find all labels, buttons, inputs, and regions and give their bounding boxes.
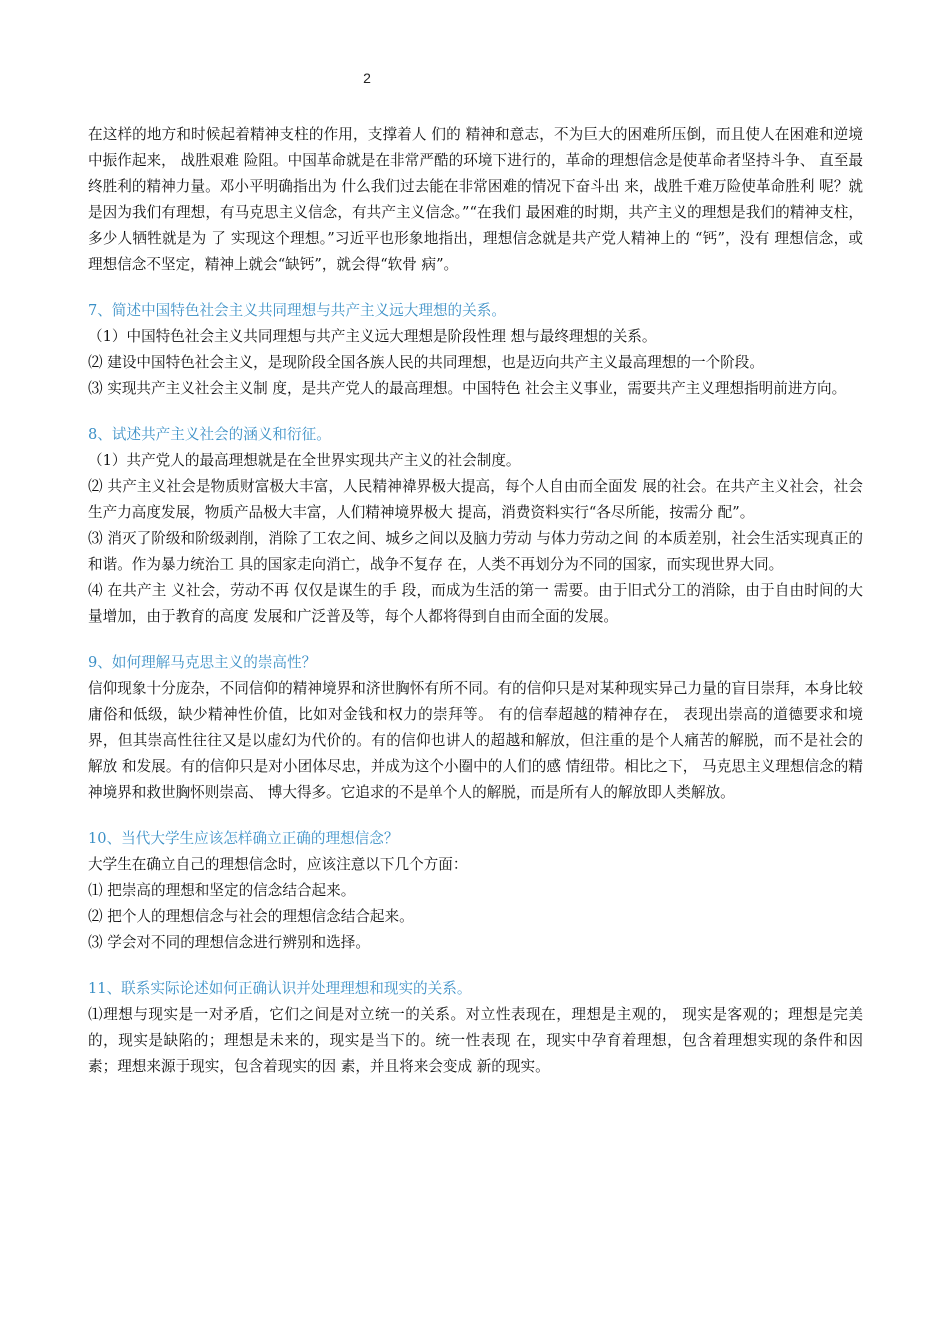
section-heading: 10、当代大学生应该怎样确立正确的理想信念？ (88, 830, 399, 847)
section-item: （1）中国特色社会主义共同理想与共产主义远大理想是阶段性理 想与最终理想的关系。 (88, 328, 657, 345)
section-heading: 11、联系实际论述如何正确认识并处理理想和现实的关系。 (88, 980, 472, 997)
section-10 (88, 826, 863, 956)
section-8 (88, 422, 863, 630)
section-heading: 9、如何理解马克思主义的崇高性？ (88, 654, 317, 671)
section-heading: 7、简述中国特色社会主义共同理想与共产主义远大理想的关系。 (88, 302, 506, 319)
section-7 (88, 298, 863, 402)
section-item: ⑴理想与现实是一对矛盾，它们之间是对立统一的关系。对立性表现在，理想是主观的， 现实是客观的；理想是完美的，现实是缺陷的；理想是未来的，现实是当下的。统一性表现 在，现实中孕育着理想，包含着理想实现的条件和因素；理想来源于现实，包含着现实的因 素，并且将来会变成 新的现实。 (88, 1006, 863, 1075)
document-body (88, 122, 863, 1080)
section-item: ⑷ 在共产主 义社会，劳动不再 仅仅是谋生的手 段，而成为生活的第一 需要。由于旧式分工的消除，由于自由时间的大量增加，由于教育的高度 发展和广泛普及等，每个人都将得到自由而全面的发展。 (88, 582, 863, 625)
section-item: ⑴ 把崇高的理想和坚定的信念结合起来。 (88, 882, 356, 899)
section-item: ⑶ 学会对不同的理想信念进行辨别和选择。 (88, 934, 370, 951)
section-item: ⑵ 把个人的理想信念与社会的理想信念结合起来。 (88, 908, 414, 925)
section-item: ⑶ 消灭了阶级和阶级剥削，消除了工农之间、城乡之间以及脑力劳动 与体力劳动之间 的本质差别，社会生活实现真正的和谐。作为暴力统治工 具的国家走向消亡，战争不复存 在，人类不再划分为不同的国家，而实现世界大同。 (88, 530, 863, 573)
section-heading: 8、试述共产主义社会的涵义和衍征。 (88, 426, 331, 443)
section-item: 大学生在确立自己的理想信念时，应该注意以下几个方面： (88, 856, 468, 873)
section-item: ⑶ 实现共产主义社会主义制 度，是共产党人的最高理想。中国特色 社会主义事业，需要共产主义理想指明前进方向。 (88, 380, 847, 397)
intro-paragraph: 在这样的地方和时候起着精神支柱的作用，支撑着人 们的 精神和意志，不为巨大的困难所压倒，而且使人在困难和逆境中振作起来， 战胜艰难 险阻。中国革命就是在非常严酷的环境下进行的，革命的理想信念是使革命者坚持斗争、 直至最终胜利的精神力量。邓小平明确指出为 什么我们过去能在非常困难的情况下奋斗出 来，战胜千难万险使革命胜利 呢？就是因为我们有理想，有马克思主义信念，有共产主义信念。”“在我们 最困难的时期，共产主义的理想是我们的精神支柱，多少人牺牲就是为 了 实现这个理想。”习近平也形象地指出，理想信念就是共产党人精神上的 “钙”，没有 理想信念，或理想信念不坚定，精神上就会“缺钙”，就会得“软骨 病”。 (88, 126, 863, 273)
section-11 (88, 976, 863, 1080)
section-item: 信仰现象十分庞杂，不同信仰的精神境界和济世胸怀有所不同。有的信仰只是对某种现实异己力量的盲目崇拜，本身比较庸俗和低级，缺少精神性价值，比如对金钱和权力的崇拜等。 有的信奉超越的精神存在， 表现出崇高的道德要求和境界，但其崇高性往往又是以虚幻为代价的。有的信仰也讲人的超越和解放，但注重的是个人痛苦的解脱，而不是社会的 解放 和发展。有的信仰只是对小团体尽忠，并成为这个小圈中的人们的感 情纽带。相比之下， 马克思主义理想信念的精神境界和救世胸怀则崇高、 博大得多。它追求的不是单个人的解脱，而是所有人的解放即人类解放。 (88, 680, 863, 801)
section-item: （1）共产党人的最高理想就是在全世界实现共产主义的社会制度。 (88, 452, 521, 469)
section-item: ⑵ 建设中国特色社会主义，是现阶段全国各族人民的共同理想，也是迈向共产主义最高理想的一个阶段。 (88, 354, 764, 371)
page-number: 2 (363, 70, 371, 86)
section-9 (88, 650, 863, 806)
section-item: ⑵ 共产主义社会是物质财富极大丰富，人民精神禕界极大提高，每个人自由而全面发 展的社会。在共产主义社会，社会生产力高度发展，物质产品极大丰富，人们精神境界极大 提高，消费资料实行“各尽所能，按需分 配”。 (88, 478, 863, 521)
